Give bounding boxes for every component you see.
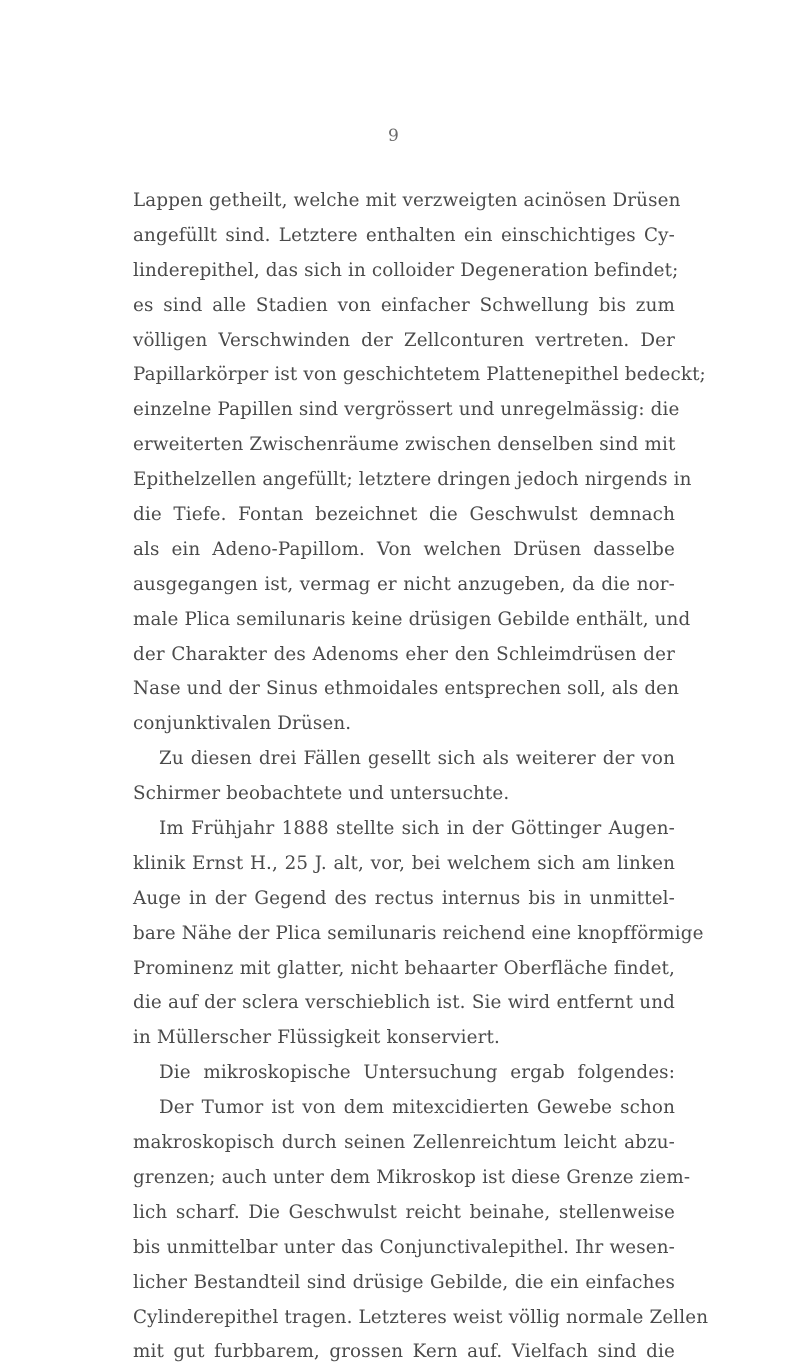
text-line: der Charakter des Adenoms eher den Schleimdrüsen der bbox=[133, 643, 675, 665]
text-line: Cylinderepithel tragen. Letzteres weist völlig normale Zellen bbox=[133, 1306, 709, 1328]
text-line: Schirmer beobachtete und untersuchte. bbox=[133, 783, 510, 805]
body-text bbox=[133, 184, 709, 1370]
text-line: conjunktivalen Drüsen. bbox=[133, 713, 352, 735]
text-line: linderepithel, das sich in colloider Degeneration befindet; bbox=[133, 259, 679, 281]
text-line: als ein Adeno-Papillom. Von welchen Drüsen dasselbe bbox=[133, 538, 675, 560]
text-line: es sind alle Stadien von einfacher Schwellung bis zum bbox=[133, 294, 675, 316]
text-line: in Müllerscher Flüssigkeit konserviert. bbox=[133, 1027, 500, 1049]
text-line: Zu diesen drei Fällen gesellt sich als weiterer der von bbox=[159, 748, 675, 770]
text-line: klinik Ernst H., 25 J. alt, vor, bei welchem sich am linken bbox=[133, 852, 675, 874]
text-line: angefüllt sind. Letztere enthalten ein einschichtiges Cy- bbox=[133, 224, 675, 246]
text-line: Prominenz mit glatter, nicht behaarter Oberfläche findet, bbox=[133, 957, 675, 979]
text-line: lich scharf. Die Geschwulst reicht beinahe, stellenweise bbox=[133, 1201, 675, 1223]
text-line: grenzen; auch unter dem Mikroskop ist diese Grenze ziem- bbox=[133, 1166, 691, 1188]
text-line: mit gut furbbarem, grossen Kern auf. Vielfach sind die bbox=[133, 1341, 675, 1363]
text-line: bare Nähe der Plica semilunaris reichend eine knopfförmige bbox=[133, 922, 704, 944]
text-line: bis unmittelbar unter das Conjunctivalepithel. Ihr wesen- bbox=[133, 1236, 675, 1258]
text-line: Papillarkörper ist von geschichtetem Plattenepithel bedeckt; bbox=[133, 364, 706, 386]
page-number: 9 bbox=[388, 126, 399, 146]
text-line: völligen Verschwinden der Zellconturen vertreten. Der bbox=[133, 329, 675, 351]
text-line: erweiterten Zwischenräume zwischen denselben sind mit bbox=[133, 434, 676, 456]
text-line: male Plica semilunaris keine drüsigen Gebilde enthält, und bbox=[133, 608, 691, 630]
text-line: einzelne Papillen sind vergrössert und unregelmässig: die bbox=[133, 399, 680, 421]
text-line: Auge in der Gegend des rectus internus bis in unmittel- bbox=[133, 887, 675, 909]
text-line: die auf der sclera verschieblich ist. Sie wird entfernt und bbox=[133, 992, 675, 1014]
text-line: licher Bestandteil sind drüsige Gebilde, die ein einfaches bbox=[133, 1271, 675, 1293]
text-line: makroskopisch durch seinen Zellenreichtum leicht abzu- bbox=[133, 1132, 675, 1154]
text-line: Der Tumor ist von dem mitexcidierten Gewebe schon bbox=[159, 1097, 675, 1119]
text-line: die Tiefe. Fontan bezeichnet die Geschwulst demnach bbox=[133, 504, 675, 526]
text-line: Lappen getheilt, welche mit verzweigten acinösen Drüsen bbox=[133, 190, 681, 211]
text-line: Nase und der Sinus ethmoidales entsprechen soll, als den bbox=[133, 678, 680, 700]
text-line: Im Frühjahr 1888 stellte sich in der Göttinger Augen- bbox=[159, 818, 675, 840]
text-line: ausgegangen ist, vermag er nicht anzugeben, da die nor- bbox=[133, 573, 675, 595]
text-line: Die mikroskopische Untersuchung ergab folgendes: bbox=[159, 1062, 675, 1084]
text-line: Epithelzellen angefüllt; letztere dringen jedoch nirgends in bbox=[133, 469, 692, 491]
